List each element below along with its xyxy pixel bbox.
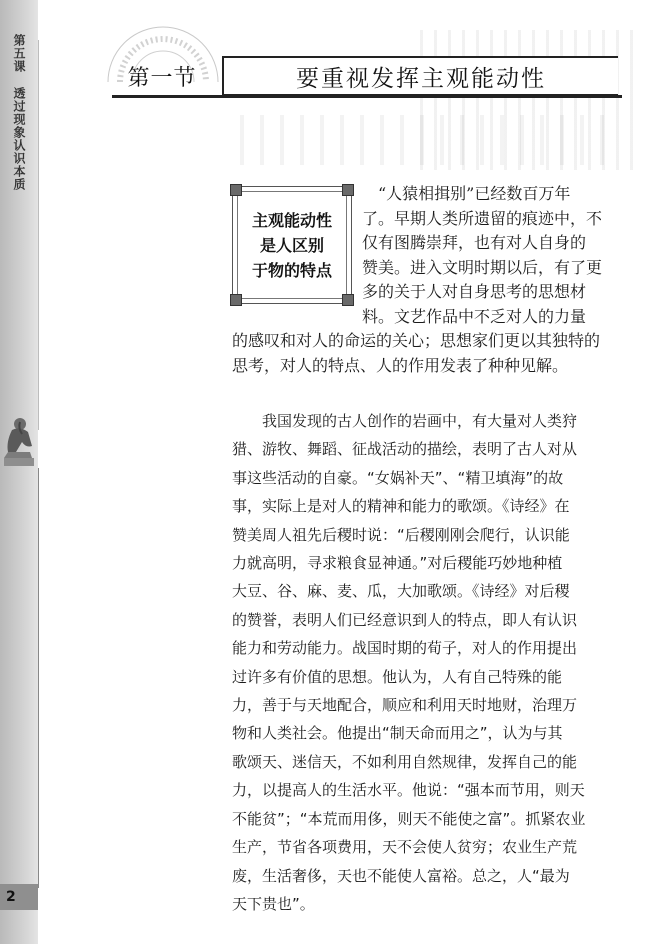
thinker-statue-icon [0,412,42,474]
page-number-box [0,884,38,910]
side-divider [38,40,39,430]
frame-corner [342,184,354,196]
text-line: 赞美周人祖先后稷时说：“后稷刚刚会爬行，认识能 [232,525,570,544]
frame-corner [230,184,242,196]
side-note-line: 主观能动性 [251,211,332,230]
text-line: 思考，对人的特点、人的作用发表了种种见解。 [232,355,569,375]
text-line: “人猿相揖别”已经数百万年 [362,184,571,203]
text-line: 事，实际上是对人的精神和能力的歌颂。《诗经》在 [232,497,570,516]
chapter-lesson: 第五课 [12,34,26,73]
page-number: 2 [6,889,16,905]
text-line: 大豆、谷、麻、麦、瓜，大加歌颂。《诗经》对后稷 [232,582,570,601]
intro-paragraph-full-width [232,329,632,378]
section-title-box [222,56,618,96]
side-note-line: 是人区别 [259,236,324,255]
intro-paragraph-beside-note [362,182,630,329]
text-line: 料。文艺作品中不乏对人的力量 [362,306,587,326]
text-line: 力就高明，寻求粮食显神通。”对后稷能巧妙地种植 [232,554,563,573]
text-line: 多的关于人对自身思考的思想材 [362,282,587,301]
frame-corner [342,294,354,306]
chapter-vertical-label [6,34,32,191]
text-line: 天下贵也”。 [232,894,315,913]
title-underline [112,95,622,98]
frame-corner [230,294,242,306]
section-title: 要重视发挥主观能动性 [296,65,546,92]
text-line: 废，生活奢侈，天也不能使人富裕。总之，人“最为 [232,866,570,885]
text-line: 事这些活动的自豪。“女娲补天”、“精卫填海”的故 [232,468,564,487]
section-label: 第一节 [127,65,197,91]
text-line: 歌颂天、迷信天，不如利用自然规律，发挥自己的能 [232,752,578,771]
text-line: 物和人类社会。他提出“制天命而用之”，认为与其 [232,724,563,743]
text-line: 赞美。进入文明时期以后，有了更 [362,257,603,277]
margin-rule [38,468,39,888]
text-line: 力，以提高人的生活水平。他说：“强本而节用，则天 [232,781,585,800]
text-line: 猎、游牧、舞蹈、征战活动的描绘，表明了古人对从 [232,440,578,459]
text-line: 的感叹和对人的命运的关心；思想家们更以其独特的 [232,331,601,350]
side-note-line: 于物的特点 [251,261,332,280]
faded-background-text-2 [240,115,620,165]
text-line: 我国发现的古人创作的岩画中，有大量对人类狩 [232,412,578,430]
side-note-frame [232,186,352,304]
side-note-text [242,208,342,283]
text-line: 生产，节省各项费用，天不会使人贫穷；农业生产荒 [232,838,578,857]
chapter-title: 透过现象认识本质 [12,87,26,191]
text-line: 的赞誉，表明人们已经意识到人的特点，即人有认识 [232,610,578,629]
text-line: 力，善于与天地配合，顺应和利用天时地财，治理万 [232,696,578,715]
main-paragraph [232,407,632,918]
text-line: 仅有图腾崇拜，也有对人自身的 [362,233,587,252]
text-line: 了。早期人类所遗留的痕迹中，不 [362,208,603,228]
text-line: 过许多有价值的思想。他认为，人有自己特殊的能 [232,667,563,686]
text-line: 能力和劳动能力。战国时期的荀子，对人的作用提出 [232,639,578,658]
text-line: 不能贫”；“本荒而用侈，则天不能使之富”。抓紧农业 [232,809,586,828]
